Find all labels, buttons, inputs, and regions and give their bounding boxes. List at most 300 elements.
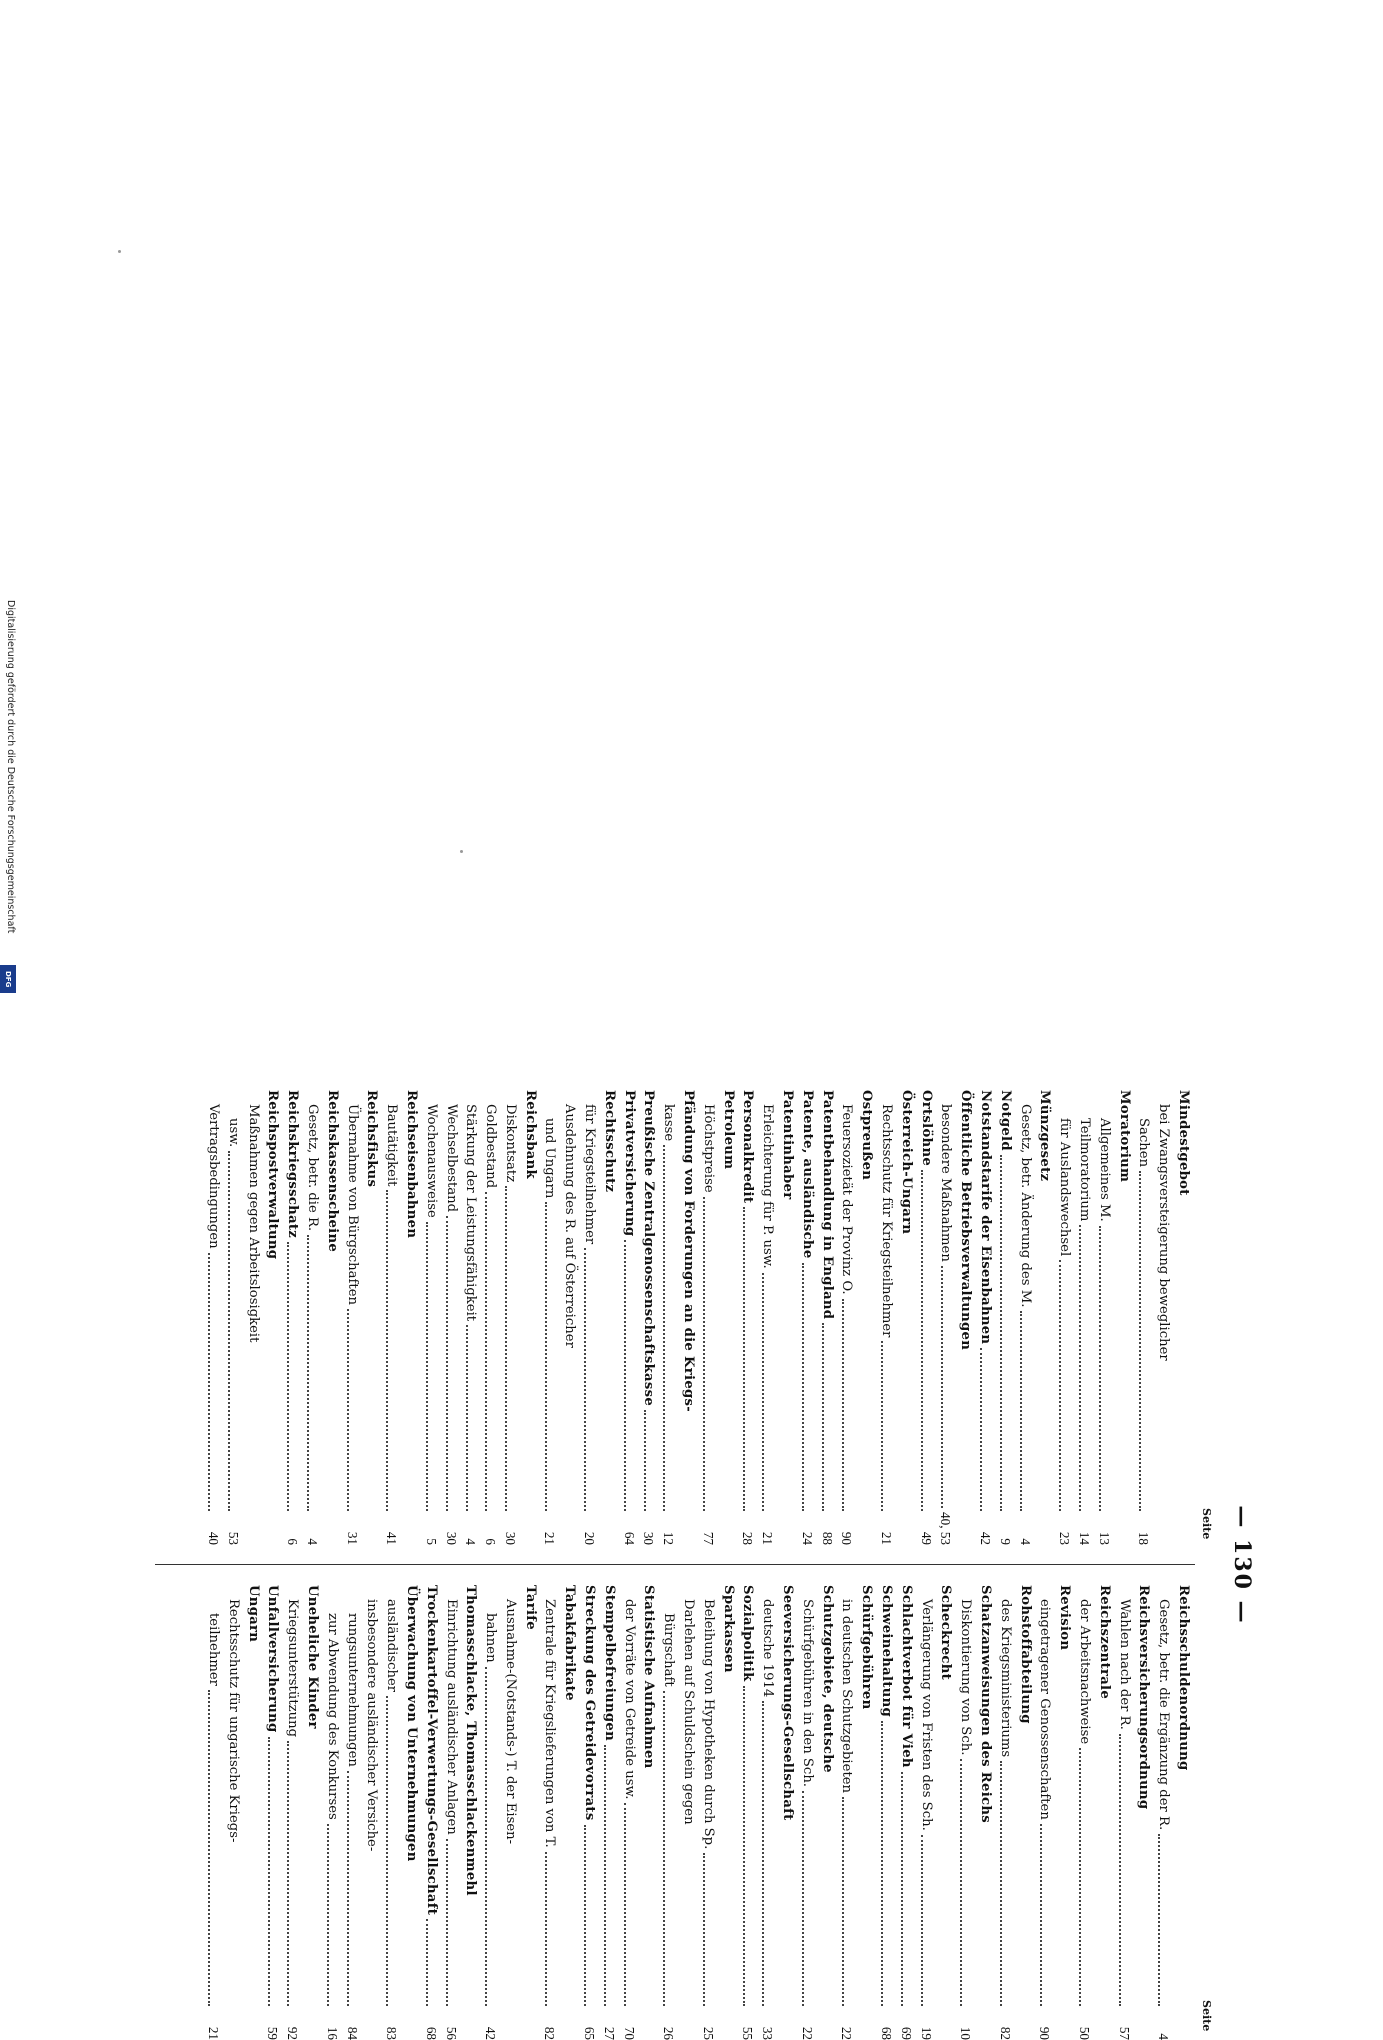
index-entry	[896, 1585, 916, 2040]
index-entry-term: besondere Maßnahmen	[938, 1104, 954, 1262]
index-entry-term: Ostpreußen	[859, 1090, 875, 1181]
index-entry-page: 70	[621, 2026, 637, 2040]
index-entry	[203, 1090, 223, 1545]
index-entry-term: Münzgesetz	[1037, 1090, 1053, 1182]
leader-dots	[446, 1216, 448, 1511]
index-entry	[619, 1585, 639, 2040]
index-entry	[263, 1585, 283, 2040]
leader-dots	[208, 1253, 210, 1511]
index-entry-term: Rechtsschutz	[601, 1090, 617, 1193]
leader-dots	[1020, 1311, 1022, 1511]
index-entry-term: teilnehmer	[205, 1613, 221, 1686]
index-entry	[856, 1090, 876, 1545]
leader-dots	[960, 1759, 962, 2006]
index-entry	[718, 1585, 738, 2040]
index-entry-page: 88	[819, 1531, 835, 1545]
index-entry-term: Einrichtung ausländischer Anlagen	[443, 1599, 459, 1835]
index-entry-page: 21	[205, 2026, 221, 2040]
leader-dots	[505, 1186, 507, 1511]
leader-dots	[584, 1825, 586, 2006]
index-entry	[955, 1585, 975, 2040]
index-entry-term: Reichsschuldenordnung	[1176, 1585, 1191, 1771]
index-entry-page: 77	[700, 1531, 716, 1545]
index-entry	[975, 1090, 995, 1545]
index-entry	[738, 1090, 758, 1545]
index-entry	[1074, 1585, 1094, 2040]
index-entry	[1134, 1090, 1154, 1545]
index-entry-page: 33	[760, 2026, 776, 2040]
index-entry	[1134, 1585, 1154, 2040]
index-entry	[1114, 1585, 1134, 2040]
index-entry	[421, 1585, 441, 2040]
index-entry-term: Mindestgebot	[1176, 1090, 1191, 1196]
index-entry-page: 4	[1156, 2033, 1172, 2040]
leader-dots	[584, 1248, 586, 1511]
index-entry	[540, 1585, 560, 2040]
index-entry	[658, 1585, 678, 2040]
leader-dots	[287, 1242, 289, 1511]
index-entry-term: Vertragsbedingungen	[205, 1104, 221, 1249]
leader-dots	[1059, 1260, 1061, 1511]
index-entry-term: Reichsbank	[522, 1090, 538, 1179]
index-entry-page: 9	[997, 1538, 1013, 1545]
index-entry	[579, 1090, 599, 1545]
index-entry-term: Diskontierung von Sch.	[958, 1599, 974, 1756]
index-entry-page: 30	[502, 1531, 518, 1545]
index-entry	[263, 1090, 283, 1545]
index-entry-term: Personalkredit	[740, 1090, 756, 1204]
index-entry-term: Sozialpolitik	[740, 1585, 756, 1682]
index-entry	[1173, 1090, 1193, 1545]
leader-dots	[703, 1197, 705, 1511]
index-entry-page: 6	[285, 1538, 301, 1545]
leader-dots	[624, 1240, 626, 1511]
index-entry	[401, 1090, 421, 1545]
index-entry-term: Stärkung der Leistungsfähigkeit	[463, 1104, 479, 1322]
index-entry-page: 4	[304, 1538, 320, 1545]
index-entry	[302, 1585, 322, 2040]
index-entry-term: der Vorräte von Getreide usw.	[621, 1599, 637, 1800]
index-entry-page: 90	[839, 1531, 855, 1545]
index-entry	[995, 1585, 1015, 2040]
index-entry-term: Preußische Zentralgenossenschaftskasse	[641, 1090, 657, 1407]
index-entry	[777, 1090, 797, 1545]
index-entry	[1054, 1090, 1074, 1545]
index-entry-term: Thomasschlacke, Thomasschlackenmehl	[463, 1585, 479, 1896]
index-entry-term: Rechtsschutz für Kriegsteilnehmer	[879, 1104, 895, 1338]
index-entry-page: 19	[918, 2026, 934, 2040]
index-entry-term: Wahlen nach der R.	[1116, 1599, 1132, 1730]
index-entry	[1094, 1090, 1114, 1545]
index-entry-term: Gesetz, betr. die R.	[304, 1104, 320, 1232]
index-entry-page: 28	[740, 1531, 756, 1545]
index-entry	[243, 1585, 263, 2040]
index-entry	[461, 1585, 481, 2040]
index-entry-page: 20	[582, 1531, 598, 1545]
leader-dots	[842, 1299, 844, 1511]
index-entry-page: 53	[225, 1531, 241, 1545]
index-entry	[1074, 1090, 1094, 1545]
index-entry-term: Petroleum	[720, 1090, 736, 1170]
leader-dots	[327, 1824, 329, 2006]
index-entry	[639, 1090, 659, 1545]
index-entry-page: 68	[423, 2026, 439, 2040]
index-entry-term: Beleihung von Hypotheken durch Sp.	[700, 1599, 716, 1850]
index-entry-page: 40, 53	[938, 1512, 954, 1545]
index-entry-term: insbesondere ausländischer Versiche-	[364, 1599, 380, 1852]
index-entry	[678, 1090, 698, 1545]
index-entry	[658, 1090, 678, 1545]
index-entry	[856, 1585, 876, 2040]
index-entry	[916, 1585, 936, 2040]
index-entry-term: Ortslöhne	[918, 1090, 934, 1167]
leader-dots	[347, 1771, 349, 2006]
index-entry-page: 31	[344, 1531, 360, 1545]
index-entry-page: 90	[1037, 2026, 1053, 2040]
page-number: — 130 —	[1229, 1505, 1255, 1625]
leader-dots	[1158, 1834, 1160, 2006]
leader-dots	[624, 1803, 626, 2006]
leader-dots	[268, 1737, 270, 2006]
index-entry	[540, 1090, 560, 1545]
index-entry-page: 92	[285, 2026, 301, 2040]
index-entry	[322, 1090, 342, 1545]
index-entry-page: 84	[344, 2026, 360, 2040]
scan-speck	[118, 250, 121, 253]
index-entry-term: Tarife	[522, 1585, 538, 1630]
index-entry	[362, 1585, 382, 2040]
index-entry	[223, 1090, 243, 1545]
index-entry	[1015, 1090, 1035, 1545]
leader-dots	[446, 1839, 448, 2006]
leader-dots	[1079, 1748, 1081, 2006]
index-entry-page: 57	[1116, 2026, 1132, 2040]
leader-dots	[604, 1745, 606, 2006]
index-entry	[441, 1090, 461, 1545]
leader-dots	[921, 1170, 923, 1511]
index-entry-term: Ungarn	[245, 1585, 261, 1643]
index-entry-term: Gesetz, betr. die Ergänzung der R.	[1156, 1599, 1172, 1831]
index-entry-term: Streckung des Getreidevorrats	[582, 1585, 598, 1821]
index-entry	[560, 1090, 580, 1545]
index-entry	[461, 1090, 481, 1545]
index-entry	[1153, 1585, 1173, 2040]
index-entry-term: Seeversicherungs-Gesellschaft	[780, 1585, 796, 1821]
index-entry-term: Schutzgebiete, deutsche	[819, 1585, 835, 1773]
index-entry	[777, 1585, 797, 2040]
index-entry	[381, 1090, 401, 1545]
index-entry-term: in deutschen Schutzgebieten	[839, 1599, 855, 1794]
leader-dots	[1040, 1824, 1042, 2006]
index-entry	[282, 1585, 302, 2040]
index-entry-term: Notstandstarife der Eisenbahnen	[978, 1090, 994, 1345]
index-entry-term: Maßnahmen gegen Arbeitslosigkeit	[245, 1104, 261, 1343]
index-entry-page: 18	[1136, 1531, 1152, 1545]
index-entry-page: 40	[205, 1531, 221, 1545]
index-entry	[342, 1090, 362, 1545]
index-entry-term: Patentinhaber	[780, 1090, 796, 1200]
index-entry-term: Reichskriegsschatz	[285, 1090, 301, 1239]
index-entry	[1173, 1585, 1193, 2040]
leader-dots	[545, 1202, 547, 1511]
scan-speck	[460, 850, 463, 853]
leader-dots	[485, 1192, 487, 1511]
index-entry-term: Zentrale für Kriegslieferungen von T.	[542, 1599, 558, 1848]
index-entry-page: 42	[483, 2026, 499, 2040]
leader-dots	[762, 1701, 764, 2006]
index-entry	[995, 1090, 1015, 1545]
index-entry	[362, 1090, 382, 1545]
index-entry-term: Bürgschaft	[661, 1613, 677, 1687]
index-entry-term: Ausdehnung des R. auf Österreicher	[562, 1104, 578, 1348]
index-entry-term: Schlachtverbot für Vieh	[898, 1585, 914, 1768]
index-entry	[1114, 1090, 1134, 1545]
index-entry-term: Wochenausweise	[423, 1104, 439, 1218]
index-entry-term: Statistische Aufnahmen	[641, 1585, 657, 1769]
index-entry	[560, 1585, 580, 2040]
index-entry-term: Schatzanweisungen des Reichs	[978, 1585, 994, 1823]
index-entry	[579, 1585, 599, 2040]
index-entry	[302, 1090, 322, 1545]
index-entry-term: kasse	[661, 1104, 677, 1142]
leader-dots	[1000, 1155, 1002, 1511]
index-entry-term: bahnen	[483, 1613, 499, 1663]
index-entry	[619, 1090, 639, 1545]
right-column-page-heading: Seite	[1200, 2000, 1213, 2032]
leader-dots	[287, 1741, 289, 2006]
index-entry-term: Reichseisenbahnen	[403, 1090, 419, 1239]
index-entry-page: 6	[483, 1538, 499, 1545]
index-entry-term: ausländischer	[384, 1599, 400, 1693]
index-entry-term: Privatversicherung	[621, 1090, 637, 1237]
index-entry-page: 23	[1057, 1531, 1073, 1545]
leader-dots	[386, 1190, 388, 1511]
index-entry-term: Reichszentrale	[1096, 1585, 1112, 1700]
index-entry	[381, 1585, 401, 2040]
index-entry	[678, 1585, 698, 2040]
index-entry-term: Schweinehaltung	[879, 1585, 895, 1718]
index-entry-page: 49	[918, 1531, 934, 1545]
index-entry	[401, 1585, 421, 2040]
leader-dots	[921, 1835, 923, 2006]
index-entry-page: 4	[1017, 1538, 1033, 1545]
index-entry	[1153, 1090, 1173, 1545]
leader-dots	[663, 1691, 665, 2006]
index-entry	[936, 1585, 956, 2040]
leader-dots	[802, 1791, 804, 2006]
index-entry	[817, 1090, 837, 1545]
leader-dots	[802, 1263, 804, 1511]
index-entry-page: 22	[799, 2026, 815, 2040]
leader-dots	[1139, 1171, 1141, 1511]
index-entry-term: eingetragener Genossenschaften	[1037, 1599, 1053, 1820]
index-entry	[698, 1585, 718, 2040]
index-entry	[243, 1090, 263, 1545]
leader-dots	[426, 1222, 428, 1511]
index-entry-page: 25	[700, 2026, 716, 2040]
index-entry	[282, 1090, 302, 1545]
dfg-logo: DFG	[0, 965, 16, 993]
index-entry-term: Wechselbestand	[443, 1104, 459, 1213]
index-entry-term: Schürfgebühren	[859, 1585, 875, 1710]
index-entry-page: 65	[582, 2026, 598, 2040]
index-entry	[223, 1585, 243, 2040]
leader-dots	[822, 1323, 824, 1511]
index-entry-page: 55	[740, 2026, 756, 2040]
index-entry	[817, 1585, 837, 2040]
leader-dots	[762, 1273, 764, 1511]
index-entry-term: bei Zwangsversteigerung beweglicher	[1156, 1104, 1172, 1361]
index-entry	[797, 1585, 817, 2040]
leader-dots	[980, 1348, 982, 1511]
index-entry-page: 30	[443, 1531, 459, 1545]
left-column-page-heading: Seite	[1200, 1508, 1213, 1540]
index-entry-term: rungsunternehmungen	[344, 1613, 360, 1767]
index-entry-term: Ausnahme-(Notstands-) T. der Eisen-	[502, 1599, 518, 1845]
index-entry-term: Gesetz, betr. Änderung des M.	[1017, 1104, 1033, 1308]
index-entry-term: Tabakfabrikate	[562, 1585, 578, 1701]
index-entry-page: 21	[542, 1531, 558, 1545]
leader-dots	[703, 1853, 705, 2006]
index-entry-term: Patentbehandlung in England	[819, 1090, 835, 1320]
index-entry	[342, 1585, 362, 2040]
index-entry	[837, 1090, 857, 1545]
leader-dots	[347, 1309, 349, 1511]
index-entry-term: Öffentliche Betriebsverwaltungen	[958, 1090, 974, 1351]
leader-dots	[228, 1151, 230, 1511]
index-entry-term: Kriegsunterstützung	[285, 1599, 301, 1738]
index-entry	[520, 1585, 540, 2040]
index-entry	[975, 1585, 995, 2040]
index-entry	[797, 1090, 817, 1545]
leader-dots	[881, 1721, 883, 2006]
index-entry-page: 56	[443, 2026, 459, 2040]
index-entry-term: Rohstoffabteilung	[1017, 1585, 1033, 1724]
index-entry-term: Reichspostverwaltung	[265, 1090, 281, 1260]
index-entry-term: Sparkassen	[720, 1585, 736, 1673]
index-entry-page: 24	[799, 1531, 815, 1545]
index-entry-term: Uneheliche Kinder	[304, 1585, 320, 1729]
digitization-credit	[2, 600, 16, 990]
index-entry	[757, 1585, 777, 2040]
index-entry-page: 22	[839, 2026, 855, 2040]
digitization-credit-text: Digitalisierung gefördert durch die Deutsche Forschungsgemeinschaft	[5, 600, 16, 934]
index-entry	[757, 1090, 777, 1545]
index-entry-term: Überwachung von Unternehmungen	[403, 1585, 419, 1862]
index-entry-page: 27	[601, 2026, 617, 2040]
index-entry-page: 10	[958, 2026, 974, 2040]
index-entry-page: 82	[542, 2026, 558, 2040]
index-entry-term: Rechtsschutz für ungarische Kriegs-	[225, 1599, 241, 1843]
index-entry-term: Diskontsatz	[502, 1104, 518, 1183]
index-entry	[718, 1090, 738, 1545]
index-entry-term: Bautätigkeit	[384, 1104, 400, 1187]
index-entry-page: 12	[661, 1531, 677, 1545]
leader-dots	[1099, 1226, 1101, 1511]
index-entry	[500, 1585, 520, 2040]
leader-dots	[901, 1772, 903, 2006]
index-entry-page: 21	[760, 1531, 776, 1545]
index-entry	[421, 1090, 441, 1545]
index-entry-term: Feuersozietät der Provinz O.	[839, 1104, 855, 1295]
index-entry	[936, 1090, 956, 1545]
leader-dots	[941, 1266, 943, 1508]
index-entry	[639, 1585, 659, 2040]
index-entry-term: Österreich-Ungarn	[898, 1090, 914, 1235]
index-entry-term: usw.	[225, 1118, 241, 1148]
index-entry	[1054, 1585, 1074, 2040]
index-entry	[322, 1585, 342, 2040]
index-entry	[738, 1585, 758, 2040]
index-entry	[480, 1585, 500, 2040]
index-entry-page: 41	[384, 1531, 400, 1545]
index-entry-page: 68	[879, 2026, 895, 2040]
index-entry-term: Schürfgebühren in den Sch.	[799, 1599, 815, 1787]
index-entry-term: Unfallversicherung	[265, 1585, 281, 1733]
index-entry-page: 13	[1096, 1531, 1112, 1545]
index-entry-term: Allgemeines M.	[1096, 1118, 1112, 1222]
index-entry-page: 82	[997, 2026, 1013, 2040]
index-entry-page: 26	[661, 2026, 677, 2040]
index-entry-term: Sachen	[1136, 1118, 1152, 1168]
leader-dots	[545, 1852, 547, 2006]
index-entry-term: Darlehen auf Schuldschein gegen	[681, 1599, 697, 1825]
index-entry-term: Notgeld	[997, 1090, 1013, 1151]
leader-dots	[1079, 1225, 1081, 1511]
index-entry	[500, 1090, 520, 1545]
index-column-left	[140, 1090, 1193, 1545]
index-entry	[480, 1090, 500, 1545]
index-entry-term: Revision	[1057, 1585, 1073, 1651]
index-entry	[896, 1090, 916, 1545]
index-entry-page: 16	[324, 2026, 340, 2040]
index-entry	[520, 1090, 540, 1545]
index-entry-term: Reichsversicherungsordnung	[1136, 1585, 1152, 1810]
index-entry-page: 14	[1077, 1531, 1093, 1545]
index-entry	[876, 1585, 896, 2040]
index-entry	[837, 1585, 857, 2040]
index-entry-term: für Kriegsteilnehmer	[582, 1104, 598, 1245]
leader-dots	[485, 1667, 487, 2006]
leader-dots	[466, 1325, 468, 1511]
index-entry	[441, 1585, 461, 2040]
index-entry-term: Reichskassenscheine	[324, 1090, 340, 1253]
index-entry-term: Reichsfiskus	[364, 1090, 380, 1188]
index-entry	[955, 1090, 975, 1545]
index-entry-page: 4	[463, 1538, 479, 1545]
index-entry	[876, 1090, 896, 1545]
index-entry-page: 21	[879, 1531, 895, 1545]
leader-dots	[743, 1207, 745, 1511]
leader-dots	[881, 1341, 883, 1511]
index-entry	[916, 1090, 936, 1545]
index-entry	[698, 1090, 718, 1545]
index-entry-term: Übernahme von Bürgschaften	[344, 1104, 360, 1306]
index-column-right	[140, 1585, 1193, 2040]
index-entry-term: und Ungarn	[542, 1118, 558, 1199]
index-entry-page: 30	[641, 1531, 657, 1545]
index-entry-term: Scheckrecht	[938, 1585, 954, 1681]
index-entry-page: 50	[1077, 2026, 1093, 2040]
index-entry	[1035, 1090, 1055, 1545]
index-entry-term: Trockenkartoffel-Verwertungs-Gesellschaft	[423, 1585, 439, 1916]
index-entry-page: 59	[265, 2026, 281, 2040]
index-entry	[1094, 1585, 1114, 2040]
index-entry	[1015, 1585, 1035, 2040]
index-entry-term: Stempelbefreiungen	[601, 1585, 617, 1741]
index-entry-term: Verlängerung von Fristen des Sch.	[918, 1599, 934, 1831]
leader-dots	[1119, 1734, 1121, 2006]
